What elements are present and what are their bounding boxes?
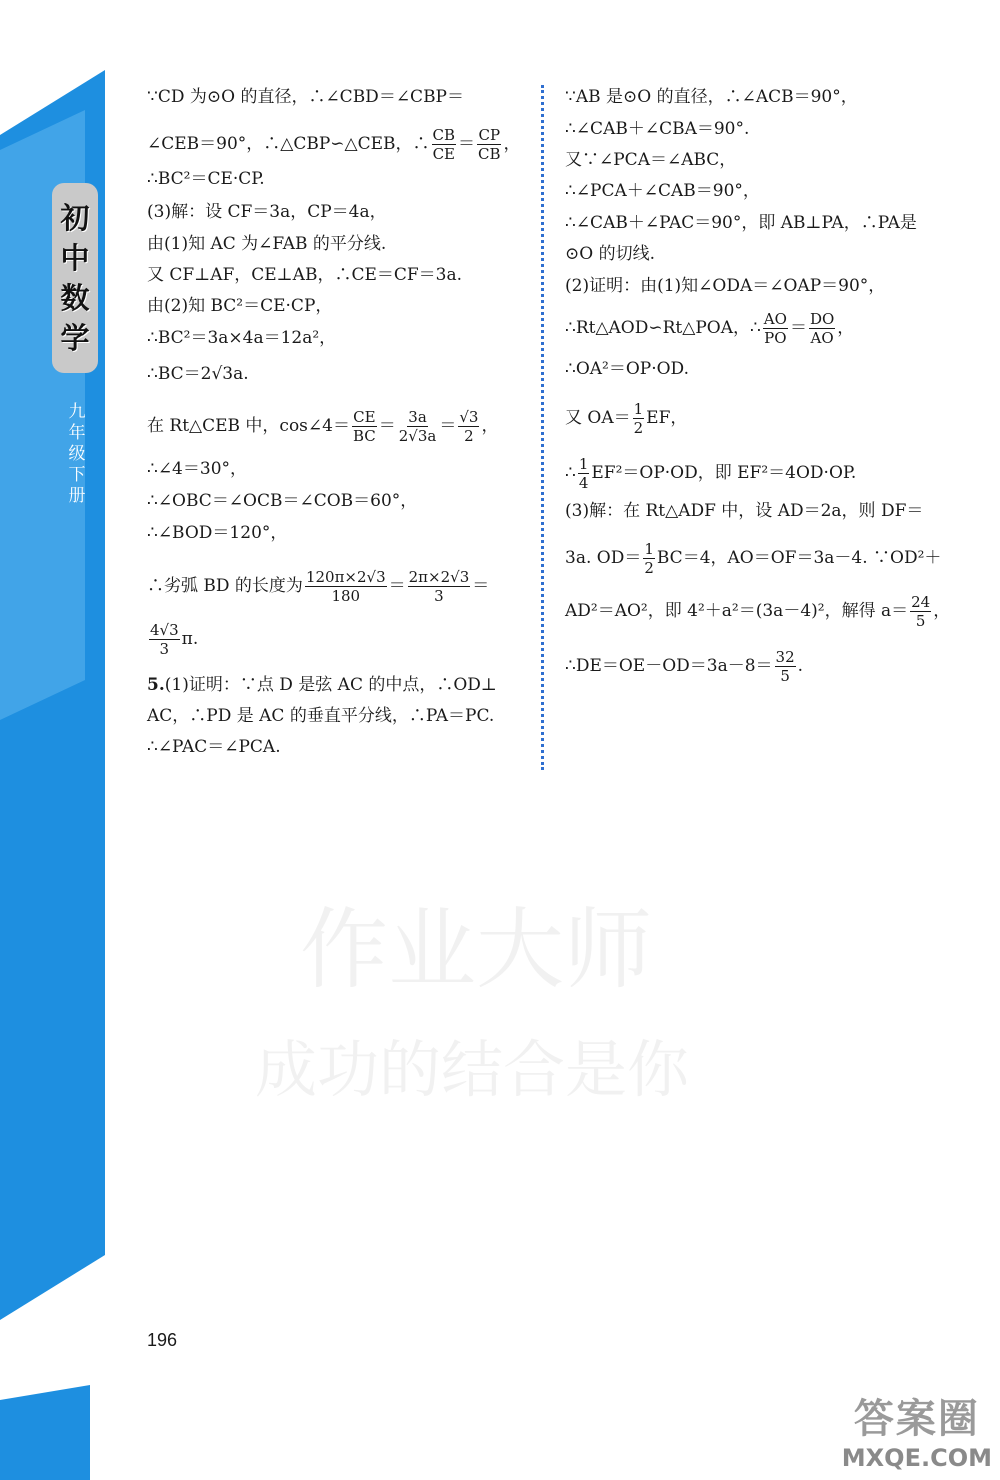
denominator: 2√3a [398, 427, 437, 445]
text-line: ∴∠PAC＝∠PCA. [147, 737, 281, 757]
text-line [565, 400, 687, 437]
fraction [809, 310, 835, 347]
corner-logo-url: MXQE.COM [841, 1444, 992, 1472]
line-text: (1)证明：∵点 D 是弦 AC 的中点，∴OD⊥ [164, 675, 497, 695]
grade-char: 下 [68, 465, 86, 485]
line-text: ， [481, 416, 499, 436]
denominator: 2 [633, 419, 644, 437]
operator: ＝ [458, 134, 476, 154]
denominator: PO [764, 329, 787, 347]
watermark-title: 作业大师 [300, 898, 653, 1001]
fraction [763, 310, 788, 347]
operator: ＝ [789, 318, 807, 338]
grade-char: 册 [68, 486, 86, 506]
text-line [565, 648, 803, 685]
text-line: ⊙O 的切线. [565, 244, 655, 264]
watermark-slogan: 成功的结合是你 [255, 1033, 690, 1106]
fraction [305, 568, 387, 605]
fraction [432, 126, 457, 163]
fraction [458, 408, 479, 445]
fraction [408, 568, 471, 605]
line-text: 在 Rt△CEB 中，cos∠4＝ [147, 416, 350, 436]
line-text: ∴ [565, 463, 576, 483]
operator: ＝ [388, 576, 406, 596]
denominator: 2 [644, 559, 654, 577]
text-line [147, 408, 498, 445]
text-line: ∴∠BOD＝120°， [147, 523, 288, 543]
text-line: ∴BC²＝3a×4a＝12a²， [147, 328, 337, 348]
denominator: 4 [578, 474, 589, 492]
text-line [147, 568, 489, 605]
line-text: BC＝4，AO＝OF＝3a－4. ∵OD²＋ [656, 548, 942, 568]
corner-logo [842, 1387, 992, 1472]
denominator: 3 [434, 587, 444, 605]
numerator: 24 [911, 593, 931, 611]
text-line [565, 310, 854, 347]
grade-char: 年 [68, 423, 86, 443]
text-line: ∴BC²＝CE·CP. [147, 169, 265, 189]
line-text: ∴劣弧 BD 的长度为 [147, 576, 303, 596]
text-line: (3)解：设 CF＝3a，CP＝4a， [147, 202, 387, 222]
line-text: ， [503, 134, 521, 154]
line-text: . [797, 656, 804, 676]
text-line: ∴BC＝2√3a. [147, 364, 249, 384]
numerator: CP [478, 126, 501, 144]
text-line: ∴∠OBC＝∠OCB＝∠COB＝60°， [147, 491, 418, 511]
denominator: 3 [159, 640, 170, 658]
fraction [775, 648, 796, 685]
text-line: ∴∠CAB＋∠CBA＝90°. [565, 119, 750, 139]
grade-char: 九 [68, 402, 86, 422]
line-text: ∠CEB＝90°，∴△CBP∽△CEB，∴ [147, 134, 430, 154]
text-line [147, 674, 497, 696]
line-text: ∴Rt△AOD∽Rt△POA，∴ [565, 318, 761, 338]
corner-logo-text: 答案圈 [853, 1396, 980, 1442]
subject-tab [52, 183, 98, 373]
text-line: 由(1)知 AC 为∠FAB 的平分线. [147, 234, 387, 254]
grade-char: 级 [68, 444, 86, 464]
operator: ＝ [439, 416, 457, 436]
numerator: 1 [578, 455, 589, 473]
line-text: ， [933, 601, 951, 621]
page-number: 196 [147, 1330, 178, 1350]
text-line: ∵CD 为⊙O 的直径，∴∠CBD＝∠CBP＝ [147, 87, 464, 107]
denominator: 5 [780, 667, 790, 685]
line-text: ∴DE＝OE－OD＝3a－8＝ [565, 656, 773, 676]
operator: ＝ [378, 416, 396, 436]
operator: ＝ [472, 576, 490, 596]
numerator: √3 [459, 408, 479, 426]
subject-char: 初 [60, 201, 90, 235]
text-line: AC，∴PD 是 AC 的垂直平分线，∴PA＝PC. [147, 706, 495, 726]
numerator: 3a [408, 408, 427, 426]
numerator: 2π×2√3 [408, 568, 470, 586]
denominator: 5 [915, 612, 926, 630]
column-divider [541, 85, 544, 770]
numerator: 1 [633, 400, 644, 418]
text-line: ∴∠CAB＋∠PAC＝90°，即 AB⊥PA，∴PA是 [565, 213, 917, 233]
text-line: ∴∠PCA＋∠CAB＝90°， [565, 181, 760, 201]
fraction [643, 540, 655, 577]
numerator: CE [353, 408, 376, 426]
text-line [147, 126, 521, 163]
fraction [910, 593, 931, 630]
line-text: EF， [646, 408, 688, 428]
text-line: ∵AB 是⊙O 的直径，∴∠ACB＝90°， [565, 87, 858, 107]
numerator: AO [763, 310, 787, 328]
fraction [578, 455, 590, 492]
subject-char: 中 [60, 241, 90, 275]
line-text: π. [181, 629, 199, 649]
text-line: 由(2)知 BC²＝CE·CP， [147, 296, 333, 316]
grade-label [62, 402, 92, 507]
denominator: CB [478, 145, 501, 163]
fraction [149, 621, 180, 658]
text-line [147, 621, 198, 658]
text-line: 又∵∠PCA＝∠ABC， [565, 150, 737, 170]
text-line [565, 455, 856, 492]
line-text: AD²＝AO²，即 4²＋a²＝(3a－4)²，解得 a＝ [565, 601, 909, 621]
text-line: 又 CF⊥AF，CE⊥AB，∴CE＝CF＝3a. [147, 265, 463, 285]
numerator: DO [809, 310, 835, 328]
text-line: ∴∠4＝30°， [147, 459, 248, 479]
text-line [565, 593, 950, 630]
line-text: EF²＝OP·OD，即 EF²＝4OD·OP. [591, 463, 857, 483]
denominator: 2 [464, 427, 474, 445]
text-line: ∴OA²＝OP·OD. [565, 359, 689, 379]
line-text: 又 OA＝ [565, 408, 631, 428]
text-line [565, 540, 941, 577]
numerator: 120π×2√3 [305, 568, 386, 586]
denominator: 180 [331, 587, 361, 605]
problem-number: 5. [147, 675, 165, 695]
numerator: 4√3 [150, 621, 179, 639]
numerator: 32 [775, 648, 795, 666]
denominator: CE [432, 145, 455, 163]
text-line: (3)解：在 Rt△ADF 中，设 AD＝2a，则 DF＝ [565, 501, 924, 521]
denominator: AO [810, 329, 834, 347]
fraction [633, 400, 645, 437]
numerator: 1 [644, 540, 654, 558]
fraction [398, 408, 438, 445]
text-line: (2)证明：由(1)知∠ODA＝∠OAP＝90°， [565, 276, 886, 296]
subject-char: 数 [60, 281, 90, 315]
fraction [477, 126, 502, 163]
line-text: 3a. OD＝ [565, 548, 642, 568]
subject-char: 学 [60, 321, 90, 355]
fraction [352, 408, 377, 445]
denominator: BC [352, 427, 376, 445]
numerator: CB [432, 126, 456, 144]
line-text: ， [837, 318, 855, 338]
